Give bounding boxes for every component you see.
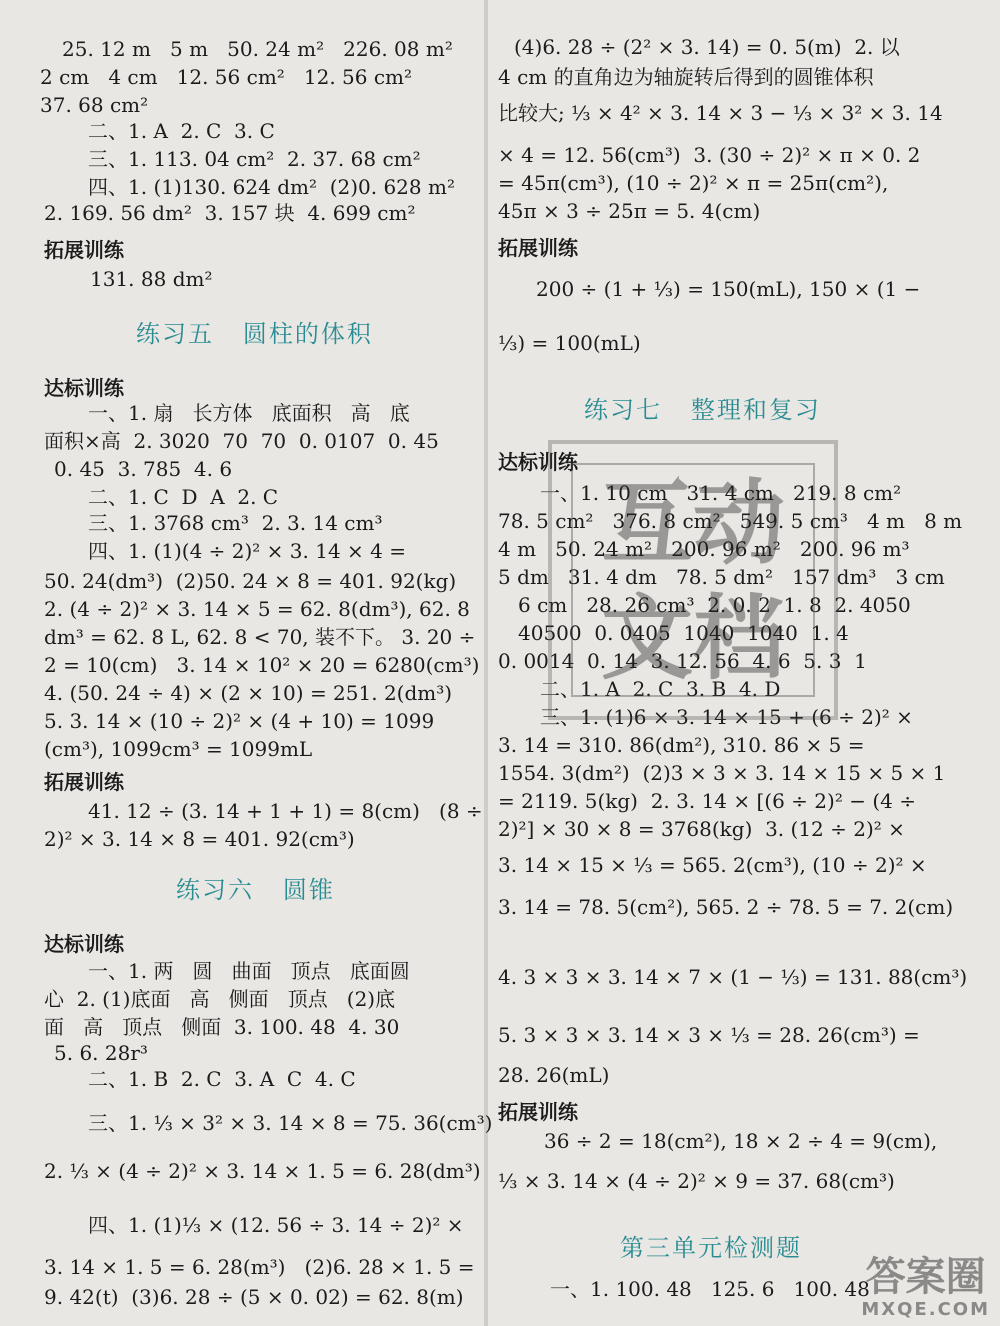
text-line: 2. (4 ÷ 2)² × 3. 14 × 5 = 62. 8(dm³), 62. 8: [44, 597, 470, 621]
text-line: 4. 3 × 3 × 3. 14 × 7 × (1 − ⅓) = 131. 88(cm³): [498, 965, 968, 989]
text-line: 一、1. 100. 48 125. 6 100. 48: [550, 1277, 870, 1301]
text-line: 2. 169. 56 dm² 3. 157 块 4. 699 cm²: [44, 201, 416, 225]
stamp-char: 文: [600, 583, 693, 692]
text-line: 一、1. 10 cm 31. 4 cm 219. 8 cm²: [540, 481, 902, 505]
text-line: 2 cm 4 cm 12. 56 cm² 12. 56 cm²: [40, 65, 413, 89]
section-heading: 达标训练: [44, 376, 124, 400]
section-heading: 拓展训练: [44, 770, 124, 794]
text-line: 4 cm 的直角边为轴旋转后得到的圆锥体积: [498, 65, 874, 89]
text-line: 5. 3 × 3 × 3. 14 × 3 × ⅓ = 28. 26(cm³) =: [498, 1023, 920, 1047]
text-line: 5 dm 31. 4 dm 78. 5 dm² 157 dm³ 3 cm: [498, 565, 945, 589]
section-title: 第三单元检测题: [620, 1234, 802, 1262]
text-line: 36 ÷ 2 = 18(cm²), 18 × 2 ÷ 4 = 9(cm),: [544, 1129, 938, 1153]
section-heading: 达标训练: [498, 450, 578, 474]
stamp-char: 互: [600, 468, 693, 577]
text-line: 131. 88 dm²: [90, 267, 213, 291]
text-line: 2 = 10(cm) 3. 14 × 10² × 20 = 6280(cm³): [44, 653, 480, 677]
section-heading: 达标训练: [44, 932, 124, 956]
text-line: ⅓) = 100(mL): [498, 331, 641, 355]
text-line: 三、1. 3768 cm³ 2. 3. 14 cm³: [88, 511, 383, 535]
text-line: × 4 = 12. 56(cm³) 3. (30 ÷ 2)² × π × 0. 2: [498, 143, 921, 167]
watermark-url: MXQE.COM: [861, 1299, 990, 1320]
text-line: 面积×高 2. 3020 70 70 0. 0107 0. 45: [44, 429, 439, 453]
text-line: 9. 42(t) (3)6. 28 ÷ (5 × 0. 02) = 62. 8(m): [44, 1285, 464, 1309]
text-line: 200 ÷ (1 + ⅓) = 150(mL), 150 × (1 −: [536, 277, 921, 301]
text-line: (4)6. 28 ÷ (2² × 3. 14) = 0. 5(m) 2. 以: [514, 35, 900, 59]
watermark-logo-text: 答案圈: [865, 1254, 986, 1300]
stamp-char: 档: [693, 583, 786, 692]
section-title: 练习六 圆锥: [176, 876, 335, 904]
text-line: 3. 14 = 78. 5(cm²), 565. 2 ÷ 78. 5 = 7. 2(cm): [498, 895, 954, 919]
text-line: 3. 14 × 15 × ⅓ = 565. 2(cm³), (10 ÷ 2)² ×: [498, 853, 927, 877]
text-line: 二、1. C D A 2. C: [88, 485, 279, 509]
site-watermark: [861, 1255, 990, 1320]
text-line: 二、1. A 2. C 3. B 4. D: [540, 677, 781, 701]
text-line: 78. 5 cm² 376. 8 cm² 549. 5 cm³ 4 m 8 m: [498, 509, 963, 533]
text-line: 5. 3. 14 × (10 ÷ 2)² × (4 + 10) = 1099: [44, 709, 435, 733]
section-heading: 拓展训练: [44, 238, 124, 262]
text-line: 四、1. (1)(4 ÷ 2)² × 3. 14 × 4 =: [88, 539, 406, 563]
text-line: 40500 0. 0405 1040 1040 1. 4: [518, 621, 849, 645]
text-line: = 2119. 5(kg) 2. 3. 14 × [(6 ÷ 2)² − (4 ÷: [498, 789, 916, 813]
text-line: (cm³), 1099cm³ = 1099mL: [44, 737, 313, 761]
text-line: 4. (50. 24 ÷ 4) × (2 × 10) = 251. 2(dm³): [44, 681, 453, 705]
section-title: 练习七 整理和复习: [584, 396, 821, 424]
text-line: 四、1. (1)⅓ × (12. 56 ÷ 3. 14 ÷ 2)² ×: [88, 1213, 464, 1237]
text-line: 3. 14 = 310. 86(dm²), 310. 86 × 5 =: [498, 733, 865, 757]
text-line: 2)² × 3. 14 × 8 = 401. 92(cm³): [44, 827, 355, 851]
section-title: 练习五 圆柱的体积: [136, 320, 373, 348]
text-line: 28. 26(mL): [498, 1063, 610, 1087]
text-line: 面 高 顶点 侧面 3. 100. 48 4. 30: [44, 1015, 400, 1039]
text-line: 一、1. 扇 长方体 底面积 高 底: [88, 401, 410, 425]
text-line: = 45π(cm³), (10 ÷ 2)² × π = 25π(cm²),: [498, 171, 889, 195]
text-line: 一、1. 两 圆 曲面 顶点 底面圆: [88, 959, 410, 983]
text-line: 6 cm 28. 26 cm³ 2. 0. 2 1. 8 2. 4050: [518, 593, 911, 617]
text-line: 比较大; ⅓ × 4² × 3. 14 × 3 − ⅓ × 3² × 3. 14: [498, 101, 943, 125]
text-line: dm³ = 62. 8 L, 62. 8 < 70, 装不下。 3. 20 ÷: [44, 625, 476, 649]
text-line: 二、1. B 2. C 3. A C 4. C: [88, 1067, 356, 1091]
text-line: 2. ⅓ × (4 ÷ 2)² × 3. 14 × 1. 5 = 6. 28(dm³): [44, 1159, 481, 1183]
text-line: ⅓ × 3. 14 × (4 ÷ 2)² × 9 = 37. 68(cm³): [498, 1169, 895, 1193]
section-heading: 拓展训练: [498, 236, 578, 260]
text-line: 心 2. (1)底面 高 侧面 顶点 (2)底: [44, 987, 396, 1011]
text-line: 5. 6. 28r³: [54, 1041, 148, 1065]
text-line: 37. 68 cm²: [40, 93, 149, 117]
text-line: 41. 12 ÷ (3. 14 + 1 + 1) = 8(cm) (8 ÷: [88, 799, 483, 823]
text-line: 1554. 3(dm²) (2)3 × 3 × 3. 14 × 15 × 5 × 1: [498, 761, 946, 785]
text-line: 0. 0014 0. 14 3. 12. 56 4. 6 5. 3 1: [498, 649, 867, 673]
text-line: 2)²] × 30 × 8 = 3768(kg) 3. (12 ÷ 2)² ×: [498, 817, 905, 841]
text-line: 四、1. (1)130. 624 dm² (2)0. 628 m²: [88, 175, 455, 199]
text-line: 4 m 50. 24 m² 200. 96 m² 200. 96 m³: [498, 537, 910, 561]
section-heading: 拓展训练: [498, 1100, 578, 1124]
text-line: 45π × 3 ÷ 25π = 5. 4(cm): [498, 199, 761, 223]
stamp-watermark: [548, 440, 838, 720]
stamp-char: 动: [693, 468, 786, 577]
text-line: 二、1. A 2. C 3. C: [88, 119, 275, 143]
text-line: 三、1. ⅓ × 3² × 3. 14 × 8 = 75. 36(cm³): [88, 1111, 493, 1135]
text-line: 3. 14 × 1. 5 = 6. 28(m³) (2)6. 28 × 1. 5 =: [44, 1255, 475, 1279]
text-line: 三、1. (1)6 × 3. 14 × 15 + (6 ÷ 2)² ×: [540, 705, 913, 729]
text-line: 25. 12 m 5 m 50. 24 m² 226. 08 m²: [62, 37, 453, 61]
text-line: 三、1. 113. 04 cm² 2. 37. 68 cm²: [88, 147, 421, 171]
text-line: 0. 45 3. 785 4. 6: [54, 457, 233, 481]
text-line: 50. 24(dm³) (2)50. 24 × 8 = 401. 92(kg): [44, 569, 457, 593]
